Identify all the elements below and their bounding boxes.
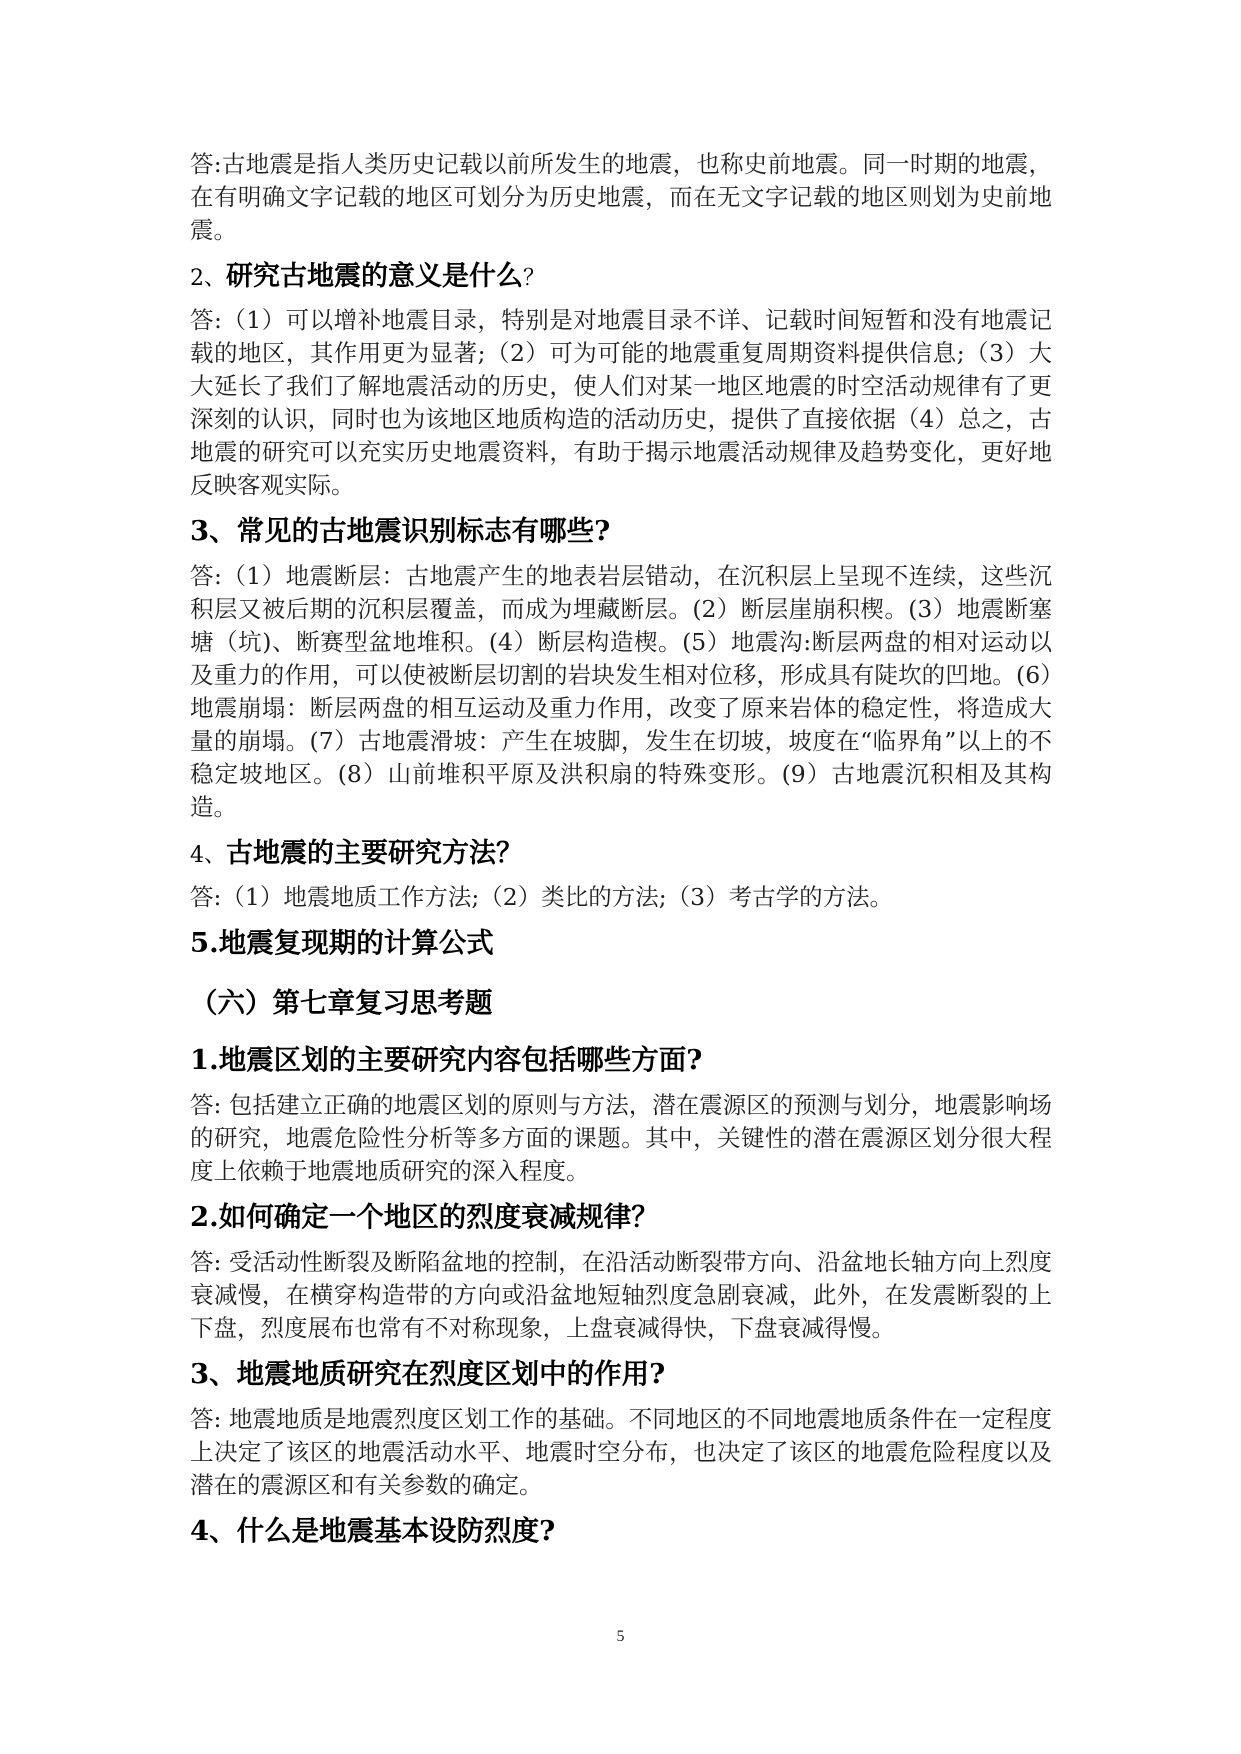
- page-number: 5: [616, 1628, 625, 1645]
- answer-paragraph: 答: 地震地质是地震烈度区划工作的基础。不同地区的不同地震地质条件在一定程度上决定了该区的地震活动水平、地震时空分布，也决定了该区的地震危险程度以及潜在的震源区和有关参数的确定。: [190, 1404, 1052, 1499]
- question-heading: 2.如何确定一个地区的烈度衰减规律？: [190, 1201, 659, 1234]
- page-content: [190, 148, 1052, 1549]
- answer-paragraph: 答:（1）地震地质工作方法;（2）类比的方法;（3）考古学的方法。: [190, 882, 894, 911]
- question-heading: [190, 259, 1052, 294]
- question-mark: ？: [523, 266, 546, 291]
- section-heading: （六）第七章复习思考题: [190, 986, 493, 1019]
- answer-paragraph: 答:（1）地震断层：古地震产生的地表岩层错动，在沉积层上呈现不连续，这些沉积层又被后期的沉积层覆盖，而成为埋藏断层。(2）断层崖崩积楔。(3）地震断塞塘（坑)、断赛型盆地堆积。(4）断层构造楔。(5）地震沟:断层两盘的相对运动以及重力的作用，可以使被断层切割的岩块发生相对位移，形成具有陡坎的凹地。(6）地震崩塌：断层两盘的相互运动及重力作用，改变了原来岩体的稳定性，将造成大量的崩塌。(7）古地震滑坡：产生在坡脚，发生在切坡，坡度在“临界角”以上的不稳定坡地区。(8）山前堆积平原及洪积扇的特殊变形。(9）古地震沉积相及其构造。: [190, 561, 1052, 821]
- question-text: 研究古地震的意义是什么: [226, 261, 523, 292]
- answer-paragraph: 答: 包括建立正确的地震区划的原则与方法，潜在震源区的预测与划分，地震影响场的研究，地震危险性分析等多方面的课题。其中，关键性的潜在震源区划分很大程度上依赖于地震地质研究的深入程度。: [190, 1091, 1052, 1186]
- question-number: 2、: [190, 266, 226, 291]
- question-heading: 5.地震复现期的计算公式: [190, 926, 494, 959]
- question-heading: [190, 836, 1052, 871]
- question-heading: 3、地震地质研究在烈度区划中的作用?: [190, 1357, 666, 1390]
- question-number: 4、: [190, 842, 226, 868]
- answer-paragraph: 答:古地震是指人类历史记载以前所发生的地震，也称史前地震。同一时期的地震，在有明确文字记载的地区可划分为历史地震，而在无文字记载的地区则划为史前地震。: [190, 150, 1052, 244]
- question-heading: 3、常见的古地震识别标志有哪些?: [190, 515, 611, 548]
- question-text: 古地震的主要研究方法？: [226, 837, 523, 869]
- answer-paragraph: 答: 受活动性断裂及断陷盆地的控制，在沿活动断裂带方向、沿盆地长轴方向上烈度衰减慢，在横穿构造带的方向或沿盆地短轴烈度急剧衰减，此外，在发震断裂的上下盘，烈度展布也常有不对称现象，上盘衰减得快，下盘衰减得慢。: [190, 1247, 1052, 1342]
- question-heading: 1.地震区划的主要研究内容包括哪些方面?: [190, 1044, 703, 1077]
- question-heading: 4、什么是地震基本设防烈度?: [190, 1514, 556, 1547]
- answer-paragraph: 答:（1）可以增补地震目录，特别是对地震目录不详、记载时间短暂和没有地震记载的地区，其作用更为显著;（2）可为可能的地震重复周期资料提供信息;（3）大大延长了我们了解地震活动的历史，使人们对某一地区地震的时空活动规律有了更深刻的认识，同时也为该地区地质构造的活动历史，提供了直接依据（4）总之，古地震的研究可以充实历史地震资料，有助于揭示地震活动规律及趋势变化，更好地反映客观实际。: [190, 306, 1052, 500]
